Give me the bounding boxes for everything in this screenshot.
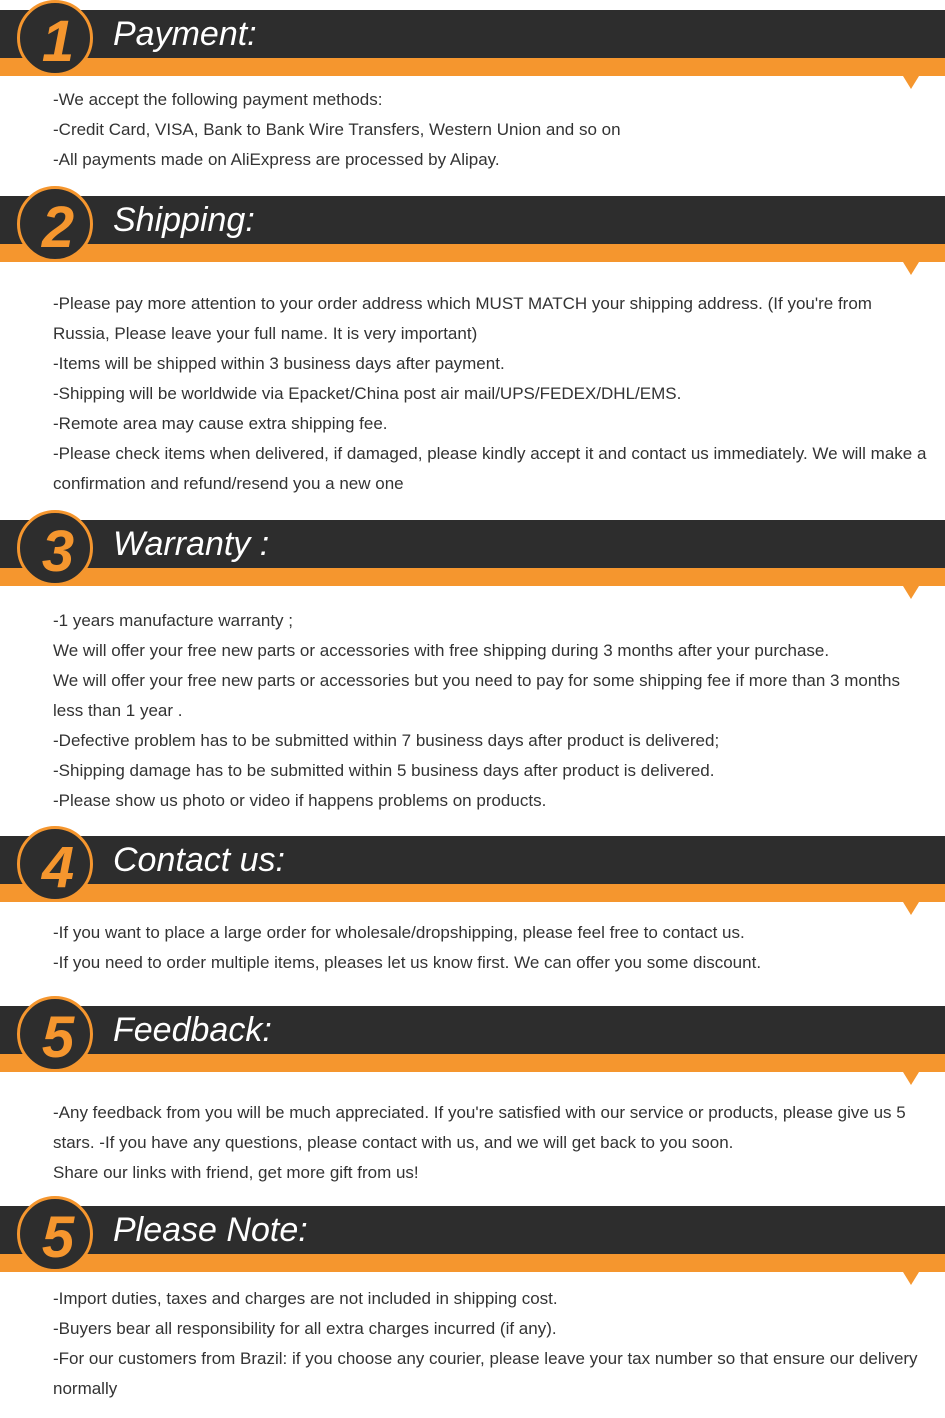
section-body: [53, 606, 928, 816]
section-body: [53, 289, 928, 499]
body-line: We will offer your free new parts or accessories but you need to pay for some shipping fee if more than 3 months less than 1 year .: [53, 671, 900, 720]
section-body: [53, 1098, 928, 1188]
body-line: -Defective problem has to be submitted within 7 business days after product is delivered;: [53, 731, 720, 750]
section-header: [0, 510, 945, 588]
section-title: Payment:: [113, 15, 257, 53]
body-line: -Items will be shipped within 3 business days after payment.: [53, 354, 505, 373]
triangle-marker-icon: [903, 262, 919, 275]
section-number: 1: [41, 9, 75, 74]
section-number: 3: [41, 519, 75, 584]
body-line: -Shipping damage has to be submitted within 5 business days after product is delivered.: [53, 761, 715, 780]
number-badge: [17, 0, 93, 76]
section-title: Contact us:: [113, 841, 285, 879]
body-line: -Shipping will be worldwide via Epacket/China post air mail/UPS/FEDEX/DHL/EMS.: [53, 384, 682, 403]
number-badge: [17, 510, 93, 586]
section-header: [0, 996, 945, 1074]
body-line: -We accept the following payment methods:: [53, 90, 383, 109]
body-line: -Please pay more attention to your order address which MUST MATCH your shipping address. (If you're from Russia, Please leave your full name. It is very important): [53, 294, 872, 343]
body-line: -Remote area may cause extra shipping fee.: [53, 414, 388, 433]
section-body: [53, 918, 928, 978]
section-title: Feedback:: [113, 1011, 272, 1049]
section-header: [0, 826, 945, 904]
body-line: -If you need to order multiple items, pleases let us know first. We can offer you some discount.: [53, 953, 762, 972]
header-orange-band: [0, 244, 945, 262]
header-orange-band: [0, 58, 945, 76]
section-header: [0, 0, 945, 78]
triangle-marker-icon: [903, 586, 919, 599]
body-line: -Buyers bear all responsibility for all extra charges incurred (if any).: [53, 1319, 557, 1338]
section-number: 5: [41, 1205, 75, 1270]
body-line: Share our links with friend, get more gift from us!: [53, 1163, 419, 1182]
section-title: Shipping:: [113, 201, 255, 239]
body-line: We will offer your free new parts or accessories with free shipping during 3 months after your purchase.: [53, 641, 830, 660]
header-orange-band: [0, 568, 945, 586]
body-line: -All payments made on AliExpress are processed by Alipay.: [53, 150, 500, 169]
section-header: [0, 186, 945, 264]
number-badge: [17, 186, 93, 262]
body-line: -Import duties, taxes and charges are not included in shipping cost.: [53, 1289, 558, 1308]
triangle-marker-icon: [903, 1072, 919, 1085]
section-number: 4: [41, 835, 75, 900]
body-line: -Please check items when delivered, if damaged, please kindly accept it and contact us immediately. We will make a confirmation and refund/resend you a new one: [53, 444, 927, 493]
body-line: -If you want to place a large order for wholesale/dropshipping, please feel free to contact us.: [53, 923, 745, 942]
number-badge: [17, 996, 93, 1072]
number-badge: [17, 826, 93, 902]
section-title: Please Note:: [113, 1211, 308, 1249]
header-orange-band: [0, 1054, 945, 1072]
section-title: Warranty :: [113, 525, 270, 563]
section-body: [53, 85, 928, 175]
section-number: 2: [41, 195, 75, 260]
body-line: -1 years manufacture warranty ;: [53, 611, 293, 630]
number-badge: [17, 1196, 93, 1272]
body-line: -Please show us photo or video if happens problems on products.: [53, 791, 547, 810]
section-number: 5: [41, 1005, 75, 1070]
body-line: -Any feedback from you will be much appreciated. If you're satisfied with our service or products, please give us 5 stars. -If you have any questions, please contact with us, and we will get back to you soon.: [53, 1103, 906, 1152]
header-orange-band: [0, 1254, 945, 1272]
section-header: [0, 1196, 945, 1274]
header-orange-band: [0, 884, 945, 902]
body-line: -For our customers from Brazil: if you choose any courier, please leave your tax number so that ensure our delivery normally: [53, 1349, 918, 1398]
body-line: -Credit Card, VISA, Bank to Bank Wire Transfers, Western Union and so on: [53, 120, 621, 139]
triangle-marker-icon: [903, 902, 919, 915]
section-body: [53, 1284, 928, 1404]
